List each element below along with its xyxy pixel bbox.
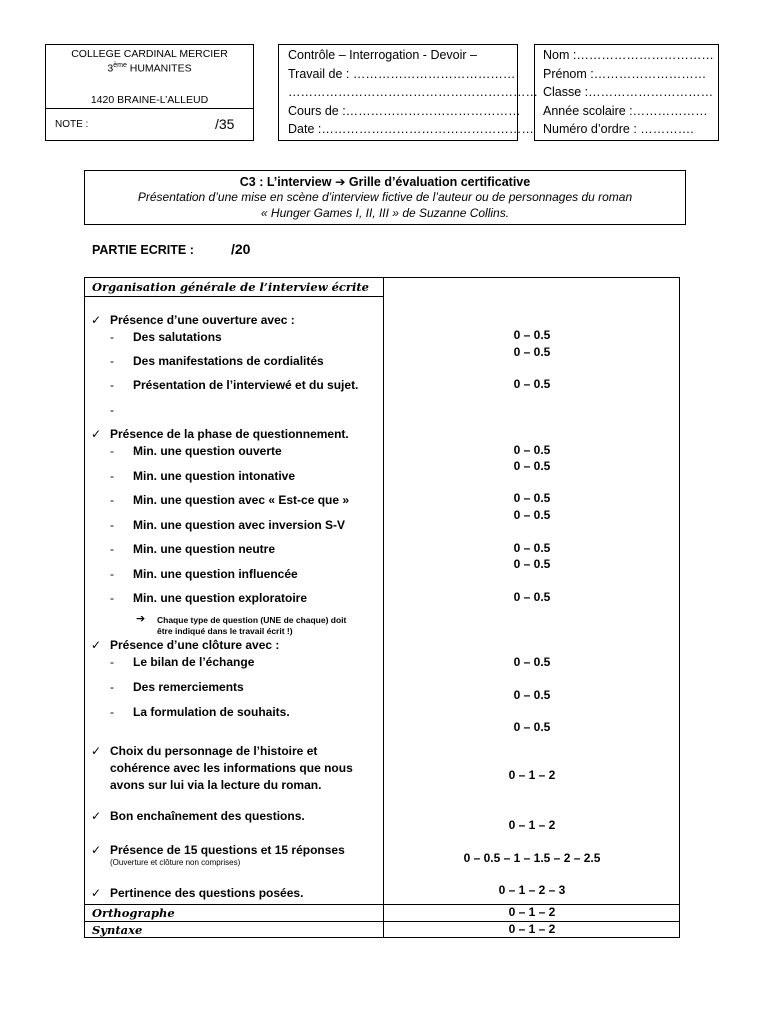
score-value: 0 – 0.5 [513, 328, 551, 342]
question-item: Min. une question avec inversion S-V [133, 518, 346, 532]
work-field-continued[interactable]: …………………………………………………… [288, 85, 538, 99]
score-value: 0 – 0.5 [513, 443, 551, 457]
score-value: 0 – 0.5 – 1 – 1.5 – 2 – 2.5 [463, 851, 601, 865]
check-icon: ✓ [91, 886, 102, 900]
document-subtitle-2: « Hunger Games I, II, III » de Suzanne Collins. [260, 206, 510, 220]
evaluation-grid [84, 277, 680, 938]
arrow-right-icon: ➔ [334, 175, 346, 189]
score-value: 0 – 1 – 2 – 3 [498, 883, 566, 897]
check-icon: ✓ [91, 427, 102, 441]
score-value: 0 – 0.5 [513, 541, 551, 555]
question-item: Min. une question avec « Est-ce que » [133, 493, 350, 507]
bullet-dash: - [110, 591, 114, 605]
note-label: NOTE : [55, 119, 89, 130]
syntax-label: Syntaxe [92, 923, 143, 937]
bullet-dash: - [110, 705, 114, 719]
bullet-dash: - [110, 518, 114, 532]
opening-item: Des salutations [133, 330, 222, 344]
bullet-dash: - [110, 378, 114, 392]
sequence-label: Bon enchaînement des questions. [110, 809, 305, 823]
document-title: C3 : L’interview ➔ Grille d’évaluation certificative [239, 175, 531, 189]
grid-header: Organisation générale de l’interview écrite [92, 280, 369, 294]
score-value: 0 – 1 – 2 [508, 768, 556, 782]
score-value: 0 – 0.5 [513, 655, 551, 669]
character-line: avons sur lui via la lecture du roman. [110, 778, 322, 792]
bullet-dash: - [110, 493, 114, 507]
fifteen-sublabel: (Ouverture et clôture non comprises) [110, 858, 241, 867]
class-field[interactable]: Classe :………………………… [543, 85, 714, 99]
school-year-field[interactable]: Année scolaire :……………… [543, 103, 708, 118]
score-value: 0 – 0.5 [513, 590, 551, 604]
bullet-dash: - [110, 567, 114, 581]
name-field[interactable]: Nom :…………………………… [543, 48, 714, 62]
bullet-dash: - [110, 330, 114, 344]
opening-item: Présentation de l’interviewé et du sujet. [133, 378, 359, 392]
school-address: 1420 BRAINE-L’ALLEUD [90, 94, 209, 106]
student-box [534, 44, 719, 141]
score-value: 0 – 1 – 2 [508, 818, 556, 832]
control-box [278, 44, 538, 141]
check-icon: ✓ [91, 744, 102, 758]
question-item: Min. une question intonative [133, 469, 295, 483]
closing-item: Le bilan de l’échange [133, 655, 255, 669]
school-name: COLLEGE CARDINAL MERCIER [71, 48, 228, 60]
fifteen-label: Présence de 15 questions et 15 réponses [110, 843, 345, 857]
bullet-dash: - [110, 403, 114, 417]
questions-note-line2: être indiqué dans le travail écrit !) [157, 626, 293, 636]
character-line: Choix du personnage de l’histoire et [110, 744, 318, 758]
closing-title: Présence d’une clôture avec : [110, 638, 280, 652]
score-value: 0 – 0.5 [513, 720, 551, 734]
firstname-field[interactable]: Prénom :……………………… [543, 66, 707, 81]
score-value: 0 – 0.5 [513, 377, 551, 391]
questions-title: Présence de la phase de questionnement. [110, 427, 349, 441]
course-field[interactable]: Cours de :…………………………………… [288, 103, 521, 118]
title-box [84, 170, 686, 225]
divider [46, 108, 253, 109]
note-total: /35 [215, 116, 235, 132]
questions-note-line1: Chaque type de question (UNE de chaque) doit [157, 615, 347, 625]
score-value: 0 – 0.5 [513, 459, 551, 473]
bullet-dash: - [110, 655, 114, 669]
bullet-dash: - [110, 444, 114, 458]
work-field[interactable]: Travail de : ………………………………… [288, 66, 516, 81]
partie-ecrite-label: PARTIE ECRITE : [92, 243, 194, 257]
score-value: 0 – 1 – 2 [508, 905, 556, 919]
opening-item: Des manifestations de cordialités [133, 354, 324, 368]
character-line: cohérence avec les informations que nous [110, 761, 353, 775]
spelling-label: Orthographe [92, 906, 175, 920]
check-icon: ✓ [91, 809, 102, 823]
relevance-label: Pertinence des questions posées. [110, 886, 304, 900]
order-number-field[interactable]: Numéro d’ordre : …………. [543, 122, 694, 136]
score-value: 0 – 0.5 [513, 688, 551, 702]
closing-item: Des remerciements [133, 680, 244, 694]
check-icon: ✓ [91, 638, 102, 652]
score-value: 0 – 0.5 [513, 491, 551, 505]
document-subtitle: Présentation d’une mise en scène d’interview fictive de l’auteur ou de personnages du roman [137, 190, 633, 204]
column-divider [383, 278, 384, 937]
check-icon: ✓ [91, 313, 102, 327]
question-item: Min. une question neutre [133, 542, 276, 556]
score-value: 0 – 0.5 [513, 508, 551, 522]
header-divider [85, 296, 383, 297]
control-type: Contrôle – Interrogation - Devoir – [288, 48, 477, 62]
arrow-right-icon: ➔ [136, 613, 146, 625]
bullet-dash: - [110, 469, 114, 483]
question-item: Min. une question influencée [133, 567, 298, 581]
date-field[interactable]: Date :…………………………………………… [288, 122, 534, 136]
check-icon: ✓ [91, 843, 102, 857]
closing-item: La formulation de souhaits. [133, 705, 290, 719]
school-grade: 3ème HUMANITES [107, 62, 192, 75]
school-box [45, 44, 254, 141]
partie-ecrite-score: /20 [231, 241, 251, 257]
score-value: 0 – 0.5 [513, 557, 551, 571]
score-value: 0 – 0.5 [513, 345, 551, 359]
opening-title: Présence d’une ouverture avec : [110, 313, 295, 327]
bullet-dash: - [110, 354, 114, 368]
question-item: Min. une question exploratoire [133, 591, 308, 605]
bullet-dash: - [110, 542, 114, 556]
bullet-dash: - [110, 680, 114, 694]
question-item: Min. une question ouverte [133, 444, 282, 458]
score-value: 0 – 1 – 2 [508, 922, 556, 936]
